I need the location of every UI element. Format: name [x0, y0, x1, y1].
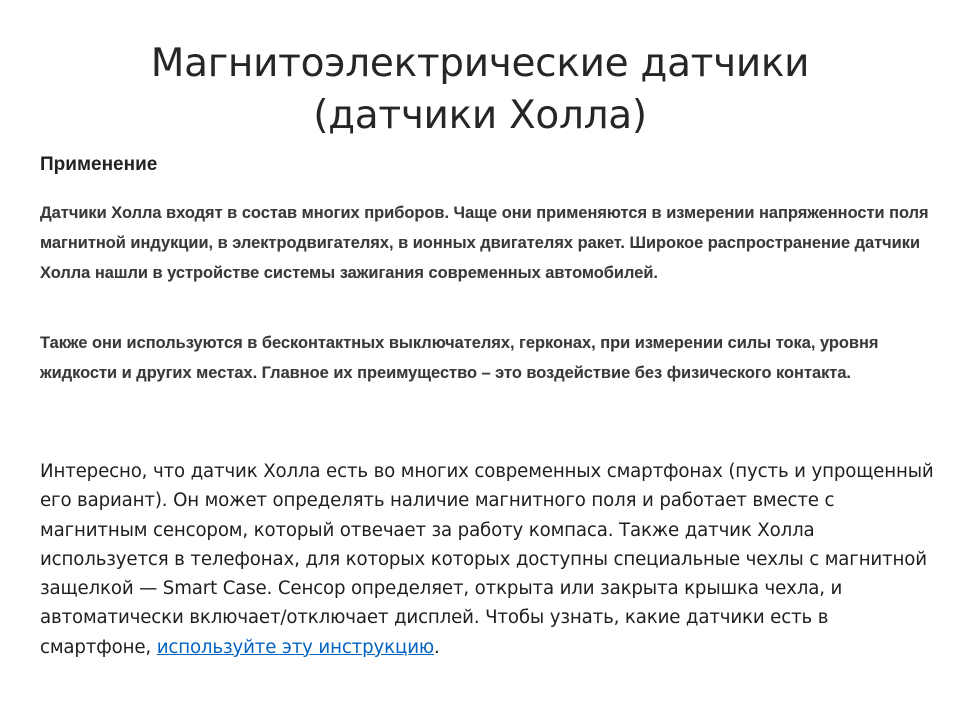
- body-paragraph: [40, 457, 935, 662]
- instruction-link[interactable]: используйте эту инструкцию: [156, 636, 435, 658]
- slide-title: Магнитоэлектрические датчики (датчики Холла): [150, 41, 810, 138]
- inset-paragraph-1: Датчики Холла входят в состав многих приборов. Чаще они применяются в измерении напряженности поля магнитной индукции, в электродвигателях, в ионных двигателях ракет. Широкое распространение датчики Холла нашли в устройстве системы зажигания современных автомобилей.: [40, 204, 929, 282]
- application-inset-image: [38, 148, 942, 424]
- inset-heading: Применение: [40, 154, 158, 175]
- body-text-main: Интересно, что датчик Холла есть во многих современных смартфонах (пусть и упрощенный его вариант). Он может определять наличие магнитного поля и работает вместе с магнитным сенсором, который отвечает за работу компаса. Также датчик Холла используется в телефонах, для которых которых доступны специальные чехлы с магнитной защелкой — Smart Case. Сенсор определяет, открыта или закрыта крышка чехла, и автоматически включает/отключает дисплей. Чтобы узнать, какие датчики есть в смартфоне,: [40, 461, 934, 658]
- inset-paragraph-2: Также они используются в бесконтактных выключателях, герконах, при измерении силы тока, уровня жидкости и других местах. Главное их преимущество – это воздействие без физического контакта.: [40, 334, 879, 382]
- body-text-end: .: [434, 636, 440, 658]
